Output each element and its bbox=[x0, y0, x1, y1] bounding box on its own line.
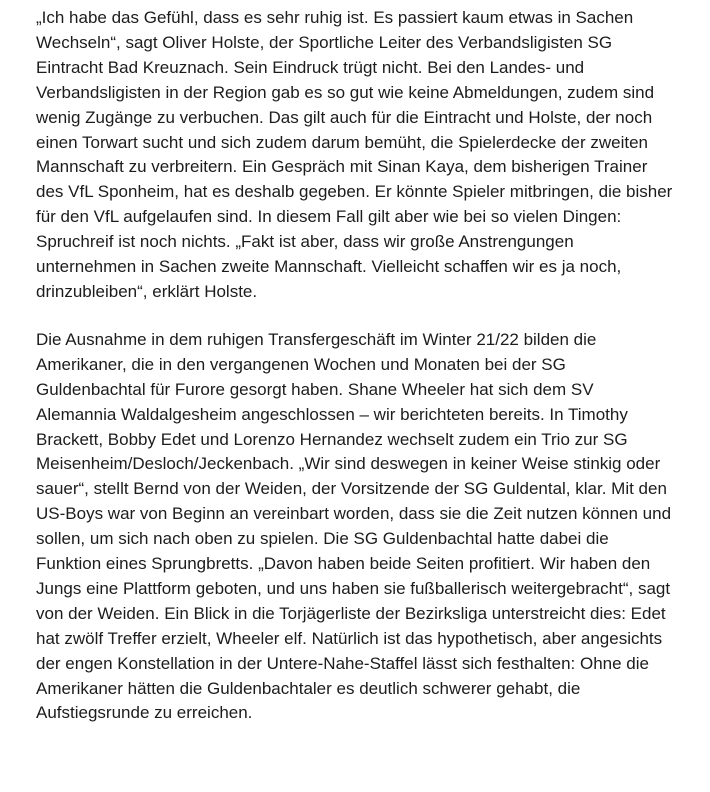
text-line: wenig Zugänge zu verbuchen. Das gilt auch für die Eintracht und Holste, der noch bbox=[36, 107, 653, 127]
article-paragraph-1 bbox=[36, 6, 704, 305]
text-line: Verbandsligisten in der Region gab es so gut wie keine Abmeldungen, zudem sind bbox=[36, 82, 655, 102]
text-line: Spruchreif ist noch nichts. „Fakt ist aber, dass wir große Anstrengungen bbox=[36, 232, 574, 252]
text-line: Meisenheim/Desloch/Jeckenbach. „Wir sind deswegen in keiner Weise stinkig oder bbox=[36, 454, 661, 474]
text-line: von der Weiden. Ein Blick in die Torjägerliste der Bezirksliga unterstreicht dies: Edet bbox=[36, 603, 666, 623]
text-line: unternehmen in Sachen zweite Mannschaft. Vielleicht schaffen wir es ja noch, bbox=[36, 257, 622, 277]
text-line: des VfL Sponheim, hat es deshalb gegeben. Er könnte Spieler mitbringen, die bisher bbox=[36, 182, 673, 202]
text-line: hat zwölf Treffer erzielt, Wheeler elf. Natürlich ist das hypothetisch, aber angesichts bbox=[36, 628, 663, 648]
text-line: Alemannia Waldalgesheim angeschlossen – wir berichteten bereits. In Timothy bbox=[36, 404, 628, 424]
text-line: für den VfL aufgelaufen sind. In diesem Fall gilt aber wie bei so vielen Dingen: bbox=[36, 207, 622, 227]
text-line: „Ich habe das Gefühl, dass es sehr ruhig ist. Es passiert kaum etwas in Sachen bbox=[36, 8, 634, 27]
text-line: Die Ausnahme in dem ruhigen Transfergeschäft im Winter 21/22 bilden die bbox=[36, 329, 597, 349]
text-line: Eintracht Bad Kreuznach. Sein Eindruck trügt nicht. Bei den Landes- und bbox=[36, 57, 585, 77]
text-line: Funktion eines Sprungbretts. „Davon haben beide Seiten profitiert. Wir haben den bbox=[36, 554, 651, 574]
text-line: Jungs eine Plattform geboten, und uns haben sie fußballerisch weitergebracht“, sagt bbox=[36, 578, 671, 598]
text-line: einen Torwart sucht und sich zudem darum bemüht, die Spielerdecke der zweiten bbox=[36, 132, 649, 152]
article-body bbox=[36, 6, 704, 726]
text-line: Amerikaner hätten die Guldenbachtaler es deutlich schwerer gehabt, die bbox=[36, 678, 581, 698]
text-line: der engen Konstellation in der Untere-Nahe-Staffel lässt sich festhalten: Ohne die bbox=[36, 653, 649, 673]
text-line: US-Boys war von Beginn an vereinbart worden, dass sie die Zeit nutzen können und bbox=[36, 504, 672, 524]
text-line: Guldenbachtal für Furore gesorgt haben. Shane Wheeler hat sich dem SV bbox=[36, 379, 594, 399]
text-line: Brackett, Bobby Edet und Lorenzo Hernandez wechselt zudem ein Trio zur SG bbox=[36, 429, 628, 449]
text-line: Amerikaner, die in den vergangenen Wochen und Monaten bei der SG bbox=[36, 354, 566, 374]
text-line: sollen, um sich nach oben zu spielen. Die SG Guldenbachtal hatte dabei die bbox=[36, 529, 609, 549]
text-line: Mannschaft zu verbreitern. Ein Gespräch mit Sinan Kaya, dem bisherigen Trainer bbox=[36, 157, 648, 177]
text-line: Wechseln“, sagt Oliver Holste, der Sportliche Leiter des Verbandsligisten SG bbox=[36, 32, 613, 52]
article-paragraph-2 bbox=[36, 328, 704, 727]
text-line: Aufstiegsrunde zu erreichen. bbox=[36, 703, 253, 723]
text-line: sauer“, stellt Bernd von der Weiden, der Vorsitzende der SG Guldental, klar. Mit den bbox=[36, 479, 667, 499]
text-line: drinzubleiben“, erklärt Holste. bbox=[36, 281, 258, 301]
